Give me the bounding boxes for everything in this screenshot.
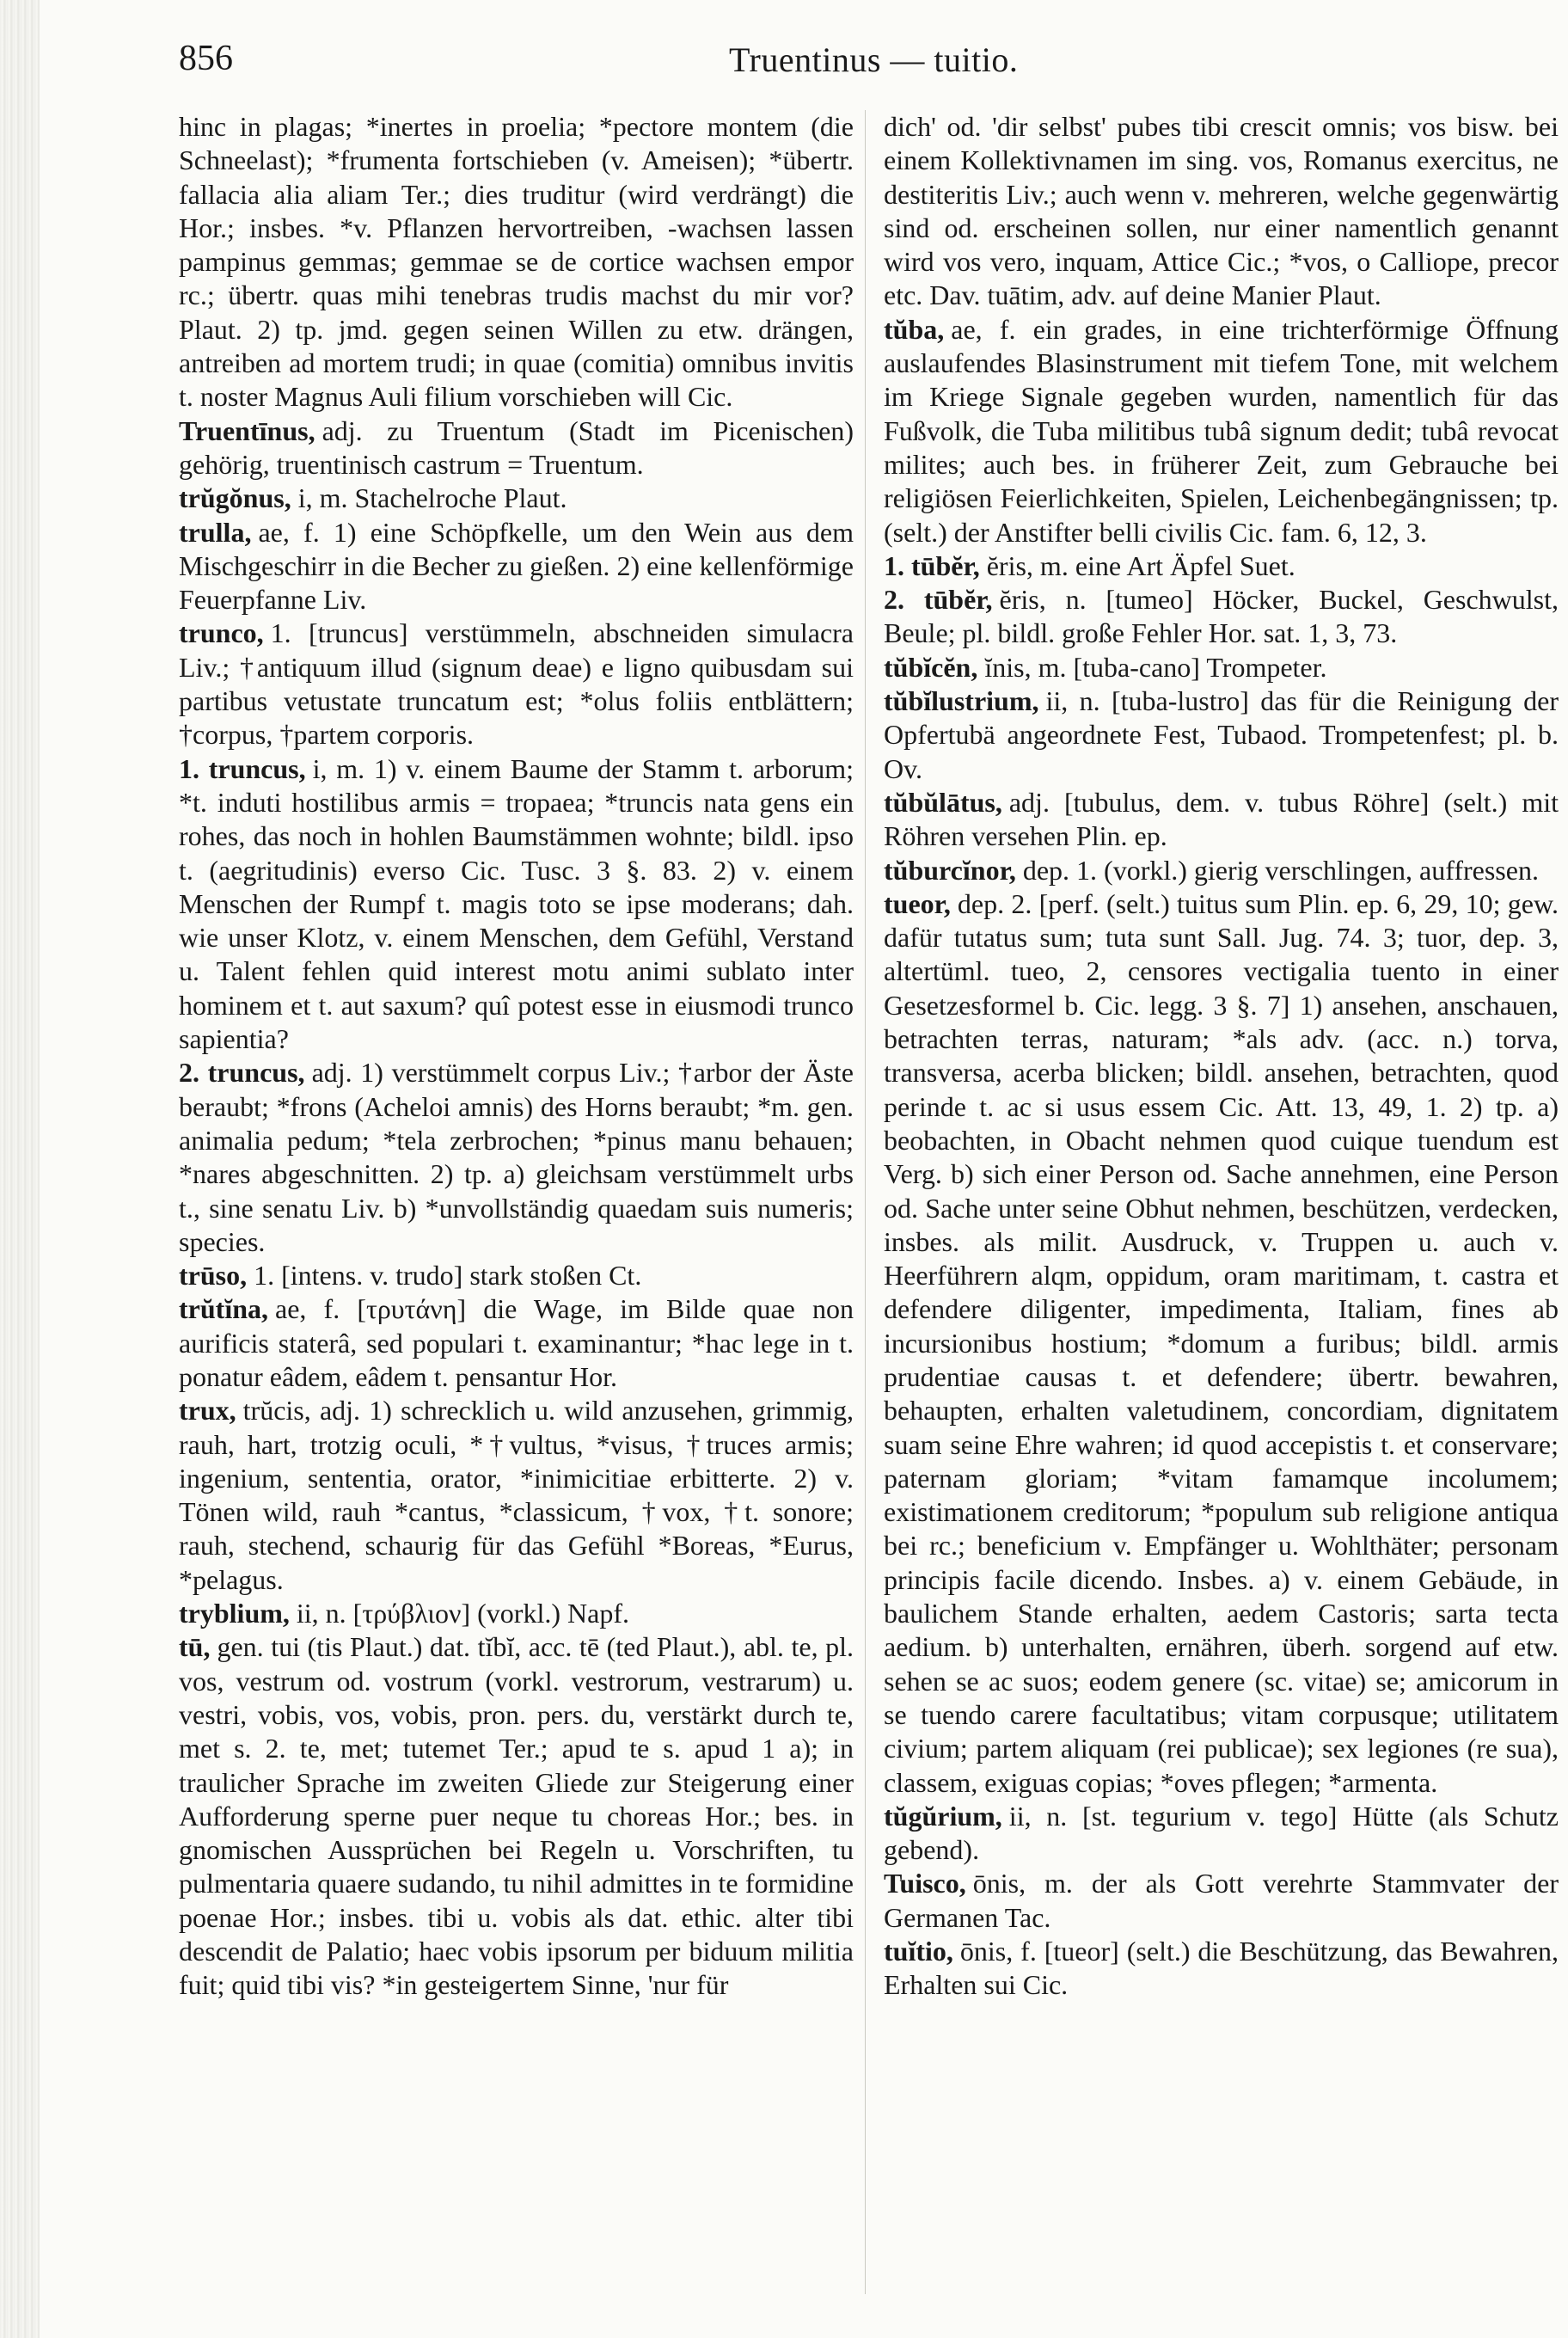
entry-headword: trŭgŏnus,: [179, 482, 291, 514]
entry-text: ōnis, m. der als Gott verehrte Stammvater der Germanen Tac.: [884, 1868, 1559, 1933]
entry-text: ii, n. [tuba-lustro] das für die Reinigung der Opfertubä angeordnete Fest, Tubaod. Trompetenfest; pl. b. Ov.: [884, 685, 1559, 784]
entry-headword: 2. tūbĕr,: [884, 584, 993, 616]
entry-headword: trux,: [179, 1395, 236, 1427]
dictionary-entry: [884, 854, 1559, 887]
dictionary-entry: [179, 617, 854, 752]
entry-text: dich' od. 'dir selbst' pubes tibi crescit omnis; vos bisw. bei einem Kollektivnamen im sing. vos, Romanus exercitus, ne destiteritis Liv.; auch wenn v. mehreren, welche gegenwärtig sind od. erscheinen sollen, nur einer namentlich genannt wird vos vero, inquam, Attice Cic.; *vos, o Calliope, precor etc. Dav. tuātim, adv. auf deine Manier Plaut.: [884, 111, 1559, 311]
entry-headword: Tuisco,: [884, 1868, 966, 1899]
entry-text: gen. tui (tis Plaut.) dat. tĭbĭ, acc. tē (ted Plaut.), abl. te, pl. vos, vestrum od. vostrum (vorkl. vestrorum, vestrarum) u. vestri, vobis, vos, vobis, pron. pers. du, verstärkt durch te, met s. 2. te, met; tutemet Ter.; apud te s. apud 1 a); in traulicher Sprache im zweiten Gliede zur Steigerung einer Aufforderung sperne puer neque tu choreas Hor.; bes. in gnomischen Aussprüchen bei Regeln u. Vorschriften, tu pulmentaria quaere sudando, tu nihil admittes in te formidine poenae Hor.; insbes. tibi u. vobis als dat. ethic. alter tibi descendit de Palatio; haec vobis ipsorum per biduum militia fuit; quid tibi vis? *in gesteigertem Sinne, 'nur für: [179, 1631, 854, 2001]
entry-headword: trulla,: [179, 516, 252, 548]
entry-headword: 1. truncus,: [179, 752, 306, 784]
dictionary-entry: [884, 786, 1559, 854]
entry-headword: tŭburcĭnor,: [884, 854, 1016, 886]
dictionary-entry: [179, 752, 854, 1057]
entry-text: 1. [intens. v. trudo] stark stoßen Ct.: [254, 1260, 642, 1292]
entry-text: hinc in plagas; *inertes in proelia; *pectore montem (die Schneelast); *frumenta fortschieben (v. Ameisen); *übertr. fallacia alia aliam Ter.; dies truditur (wird verdrängt) die Hor.; insbes. *v. Pflanzen hervortreiben, -wachsen lassen pampinus gemmas; gemmae se de cortice wachsen empor rc.; übertr. quas mihi tenebras trudis machst du mir vor? Plaut. 2) tp. jmd. gegen seinen Willen zu etw. drängen, antreiben ad mortem trudi; in quae (comitia) omnibus invitis t. noster Magnus Auli filium vorschieben will Cic.: [179, 111, 854, 413]
entry-text: 1. [truncus] verstümmeln, abschneiden simulacra Liv.; †antiquum illud (signum deae) e ligno quibusdam sui partibus vetustate truncatum est; *olus foliis entblättern; †corpus, †partem corporis.: [179, 617, 854, 751]
entry-text: dep. 1. (vorkl.) gierig verschlingen, auffressen.: [1022, 854, 1539, 886]
dictionary-entry: [884, 313, 1559, 549]
dictionary-entry: [179, 1630, 854, 2002]
entry-text: ae, f. 1) eine Schöpfkelle, um den Wein aus dem Mischgeschirr in die Becher zu gießen. 2) eine kellenförmige Feuerpfanne Liv.: [179, 516, 854, 616]
entry-headword: tŭgŭrium,: [884, 1800, 1002, 1832]
entry-headword: 2. truncus,: [179, 1057, 305, 1089]
dictionary-entry: [179, 414, 854, 482]
dictionary-entry: [884, 1935, 1559, 2003]
entry-headword: tuĭtio,: [884, 1936, 953, 1967]
entry-headword: trŭtĭna,: [179, 1293, 268, 1325]
dictionary-entry: [884, 1867, 1559, 1935]
dictionary-entry: [884, 887, 1559, 1800]
running-head: Truentinus — tuitio.: [729, 40, 1019, 79]
entry-headword: tŭba,: [884, 313, 945, 345]
entry-continuation: [884, 110, 1559, 313]
dictionary-entry: [179, 1259, 854, 1292]
entry-headword: Truentīnus,: [179, 414, 315, 446]
entry-text: i, m. 1) v. einem Baume der Stamm t. arborum; *t. induti hostilibus armis = tropaea; *truncis nata gens ein rohes, das noch in hohlen Baumstämmen wohnte; bildl. ipso t. (aegritudinis) everso Cic. Tusc. 3 §. 83. 2) v. einem Menschen der Rumpf t. magis toto se ipse moderans; dah. wie unser Klotz, v. einem Menschen, dem Gefühl, Verstand u. Talent fehlen quid interest motu animi sublato inter hominem et t. aut saxum? quî potest esse in eiusmodi trunco sapientia?: [179, 752, 854, 1055]
right-column: [884, 110, 1559, 2311]
entry-headword: tŭbĭcĕn,: [884, 651, 978, 683]
entry-headword: tū,: [179, 1631, 211, 1663]
entry-text: dep. 2. [perf. (selt.) tuitus sum Plin. ep. 6, 29, 10; gew. dafür tutatus sum; tuta sunt Sall. Jug. 74. 3; tuor, dep. 3, altertüml. tueo, 2, censores vectigalia tuento in einer Gesetzesformel b. Cic. legg. 3 §. 7] 1) ansehen, anschauen, betrachten terras, naturam; *als adv. (acc. n.) torva, transversa, acerba blicken; bildl. ansehen, betrachten, quod perinde t. ac si usus essem Cic. Att. 13, 49, 1. 2) tp. a) beobachten, in Obacht nehmen quod cuique tuendum est Verg. b) sich einer Person od. Sache annehmen, eine Person od. Sache unter seine Obhut nehmen, beschützen, verdecken, insbes. als milit. Ausdruck, v. Truppen u. auch v. Heerführern alqm, oppidum, oram maritimam, t. castra et defendere diligenter, impedimenta, Italiam, fines ab incursionibus hostium; *domum a furibus; bildl. armis prudentiae causas t. et defendere; übertr. bewahren, behaupten, erhalten valetudinem, concordiam, dignitatem suam seine Ehre wahren; id quod accepistis t. et conservare; paternam gloriam; *vitam famamque incolumem; existimationem creditorum; *populum sub religione antiqua bei rc.; beneficium v. Empfänger u. Wohlthäter; personam principis facile dicendo. Insbes. a) v. einem Gebäude, in baulichem Stande erhalten, aedem Castoris; sarta tecta aedium. b) unterhalten, ernähren, überh. sorgend auf etw. sehen se ac suos; eodem genere (sc. vitae) se; amicorum in se tuendo carere facultatibus; vitam corpusque; utilitatem civium; partem aliquam (rei publicae); sex legiones (re sua), classem, exiguas copias; *oves pflegen; *armenta.: [884, 887, 1559, 1798]
entry-text: ĭnis, m. [tuba-cano] Trompeter.: [984, 651, 1327, 683]
entry-text: adj. 1) verstümmelt corpus Liv.; †arbor der Äste beraubt; *frons (Acheloi amnis) des Horns beraubt; *m. gen. animalia pedum; *tela zerbrochen; *pinus manu behauen; *nares abgeschnitten. 2) tp. a) gleichsam verstümmelt urbs t., sine senatu Liv. b) *unvollständig quaedam suis numeris; species.: [179, 1057, 854, 1257]
entry-text: ōnis, f. [tueor] (selt.) die Beschützung, das Bewahren, Erhalten sui Cic.: [884, 1936, 1559, 2001]
entry-headword: tŭbŭlātus,: [884, 786, 1002, 818]
column-divider: [865, 110, 866, 2294]
entry-headword: 1. tūbĕr,: [884, 549, 980, 581]
page-number: 856: [179, 39, 233, 78]
entry-text: adj. zu Truentum (Stadt im Picenischen) gehörig, truentinisch castrum = Truentum.: [179, 414, 854, 480]
dictionary-entry: [179, 1292, 854, 1394]
dictionary-entry: [884, 583, 1559, 651]
entry-continuation: [179, 110, 854, 414]
entry-text: ĕris, n. [tumeo] Höcker, Buckel, Geschwulst, Beule; pl. bildl. große Fehler Hor. sat. 1, 3, 73.: [884, 584, 1559, 649]
entry-headword: tueor,: [884, 887, 951, 919]
entry-text: ae, f. [τρυτάνη] die Wage, im Bilde quae non aurificis staterâ, sed populari t. examinantur; *hac lege in t. ponatur eâdem, eâdem t. pensantur Hor.: [179, 1293, 854, 1392]
scan-binding-edge: [0, 0, 40, 2338]
dictionary-entry: [179, 516, 854, 617]
dictionary-entry: [884, 1800, 1559, 1868]
entry-headword: tŭbĭlustrium,: [884, 685, 1039, 717]
entry-text: ae, f. ein grades, in eine trichterförmige Öffnung auslaufendes Blasinstrument mit tiefem Tone, mit welchem im Kriege Signale gegeben wurden, namentlich für das Fußvolk, die Tuba militibus tubâ signum dedit; tubâ revocat milites; auch bes. in früherer Zeit, zum Gebrauche bei religiösen Feierlichkeiten, Spielen, Leichenbegängnissen; tp. (selt.) der Anstifter belli civilis Cic. fam. 6, 12, 3.: [884, 313, 1559, 548]
dictionary-entry: [179, 1597, 854, 1630]
dictionary-entry: [179, 1056, 854, 1259]
dictionary-entry: [884, 651, 1559, 684]
entry-headword: trunco,: [179, 617, 264, 649]
dictionary-entry: [884, 684, 1559, 786]
entry-text: ii, n. [τρύβλιον] (vorkl.) Napf.: [296, 1598, 629, 1629]
page-header: [179, 38, 1389, 89]
dictionary-entry: [884, 549, 1559, 583]
dictionary-entry: [179, 482, 854, 515]
entry-text: adj. [tubulus, dem. v. tubus Röhre] (selt.) mit Röhren versehen Plin. ep.: [884, 786, 1559, 852]
dictionary-entry: [179, 1394, 854, 1597]
entry-headword: trūso,: [179, 1260, 248, 1292]
entry-text: i, m. Stachelroche Plaut.: [297, 482, 567, 514]
entry-text: ii, n. [st. tegurium v. tego] Hütte (als Schutz gebend).: [884, 1800, 1559, 1866]
entry-headword: tryblium,: [179, 1598, 290, 1629]
left-column: [179, 110, 854, 2311]
entry-text: trŭcis, adj. 1) schrecklich u. wild anzusehen, grimmig, rauh, hart, trotzig oculi, *†vultus, *visus, †truces armis; ingenium, sententia, orator, *inimicitiae erbitterte. 2) v. Tönen wild, rauh *cantus, *classicum, †vox, †t. sonore; rauh, stechend, schaurig für das Gefühl *Boreas, *Eurus, *pelagus.: [179, 1395, 854, 1595]
entry-text: ĕris, m. eine Art Äpfel Suet.: [986, 549, 1295, 581]
